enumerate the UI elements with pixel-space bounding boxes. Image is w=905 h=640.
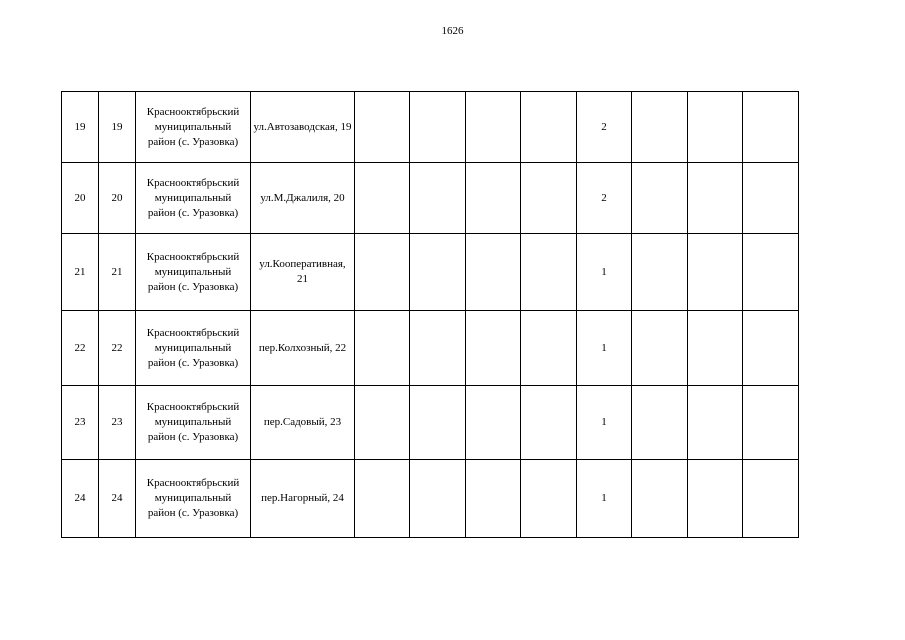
row-number-cell: 21 (62, 234, 99, 311)
empty-cell (466, 163, 521, 234)
row-number-cell: 24 (62, 460, 99, 538)
table-row (62, 460, 799, 538)
empty-cell (355, 234, 410, 311)
table-row (62, 163, 799, 234)
district-line: район (с. Уразовка) (147, 356, 239, 369)
district-line: Краснооктябрьский (146, 326, 240, 339)
empty-cell (410, 163, 466, 234)
empty-cell (521, 386, 577, 460)
empty-cell (410, 92, 466, 163)
empty-cell (410, 311, 466, 386)
address-cell: ул.М.Джалиля, 20 (251, 163, 355, 234)
count-cell: 2 (577, 92, 632, 163)
empty-cell (743, 386, 799, 460)
district-line: район (с. Уразовка) (147, 135, 239, 148)
empty-cell (743, 92, 799, 163)
row-number-cell: 22 (62, 311, 99, 386)
empty-cell (743, 460, 799, 538)
empty-cell (743, 311, 799, 386)
empty-cell (632, 163, 688, 234)
address-cell: пер.Колхозный, 22 (251, 311, 355, 386)
count-cell: 1 (577, 311, 632, 386)
table-row (62, 311, 799, 386)
empty-cell (355, 386, 410, 460)
address-cell: пер.Садовый, 23 (251, 386, 355, 460)
empty-cell (466, 92, 521, 163)
address-cell: пер.Нагорный, 24 (251, 460, 355, 538)
empty-cell (466, 386, 521, 460)
table-row (62, 234, 799, 311)
empty-cell (355, 460, 410, 538)
district-line: муниципальный (154, 341, 232, 354)
empty-cell (743, 234, 799, 311)
district-line: муниципальный (154, 191, 232, 204)
table-row (62, 92, 799, 163)
empty-cell (632, 460, 688, 538)
district-line: район (с. Уразовка) (147, 507, 239, 519)
empty-cell (632, 92, 688, 163)
empty-cell (743, 163, 799, 234)
registry-table (61, 91, 799, 538)
empty-cell (355, 311, 410, 386)
count-cell: 1 (577, 460, 632, 538)
district-line: Краснооктябрьский (146, 105, 240, 118)
district-cell (136, 163, 251, 234)
empty-cell (410, 234, 466, 311)
empty-cell (521, 460, 577, 538)
empty-cell (688, 92, 743, 163)
count-cell: 1 (577, 234, 632, 311)
empty-cell (521, 311, 577, 386)
district-line: Краснооктябрьский (146, 176, 240, 189)
empty-cell (521, 163, 577, 234)
object-id-cell: 19 (99, 92, 136, 163)
object-id-cell: 22 (99, 311, 136, 386)
district-line: Краснооктябрьский (146, 477, 240, 489)
empty-cell (355, 92, 410, 163)
row-number-cell: 20 (62, 163, 99, 234)
empty-cell (688, 386, 743, 460)
district-line: район (с. Уразовка) (147, 206, 239, 219)
district-line: муниципальный (154, 120, 232, 133)
empty-cell (355, 163, 410, 234)
row-number-cell: 23 (62, 386, 99, 460)
empty-cell (521, 234, 577, 311)
object-id-cell: 21 (99, 234, 136, 311)
object-id-cell: 20 (99, 163, 136, 234)
empty-cell (466, 460, 521, 538)
table-row (62, 386, 799, 460)
object-id-cell: 24 (99, 460, 136, 538)
empty-cell (632, 234, 688, 311)
district-cell (136, 234, 251, 311)
page-number: 1626 (441, 25, 464, 37)
address-cell: ул.Автозаводская, 19 (251, 92, 355, 163)
district-cell (136, 386, 251, 460)
empty-cell (688, 460, 743, 538)
count-cell: 2 (577, 163, 632, 234)
address-cell: ул.Кооперативная, 21 (251, 234, 355, 311)
district-line: муниципальный (154, 492, 232, 504)
empty-cell (688, 163, 743, 234)
district-line: район (с. Уразовка) (147, 431, 239, 443)
empty-cell (688, 311, 743, 386)
district-line: Краснооктябрьский (146, 250, 240, 263)
district-cell (136, 311, 251, 386)
empty-cell (410, 460, 466, 538)
district-line: Краснооктябрьский (146, 401, 240, 413)
district-line: муниципальный (154, 265, 232, 278)
object-id-cell: 23 (99, 386, 136, 460)
empty-cell (410, 386, 466, 460)
district-cell (136, 460, 251, 538)
empty-cell (466, 311, 521, 386)
district-line: муниципальный (154, 416, 232, 428)
empty-cell (632, 386, 688, 460)
empty-cell (688, 234, 743, 311)
empty-cell (521, 92, 577, 163)
empty-cell (466, 234, 521, 311)
empty-cell (632, 311, 688, 386)
district-cell (136, 92, 251, 163)
count-cell: 1 (577, 386, 632, 460)
row-number-cell: 19 (62, 92, 99, 163)
district-line: район (с. Уразовка) (147, 280, 239, 293)
